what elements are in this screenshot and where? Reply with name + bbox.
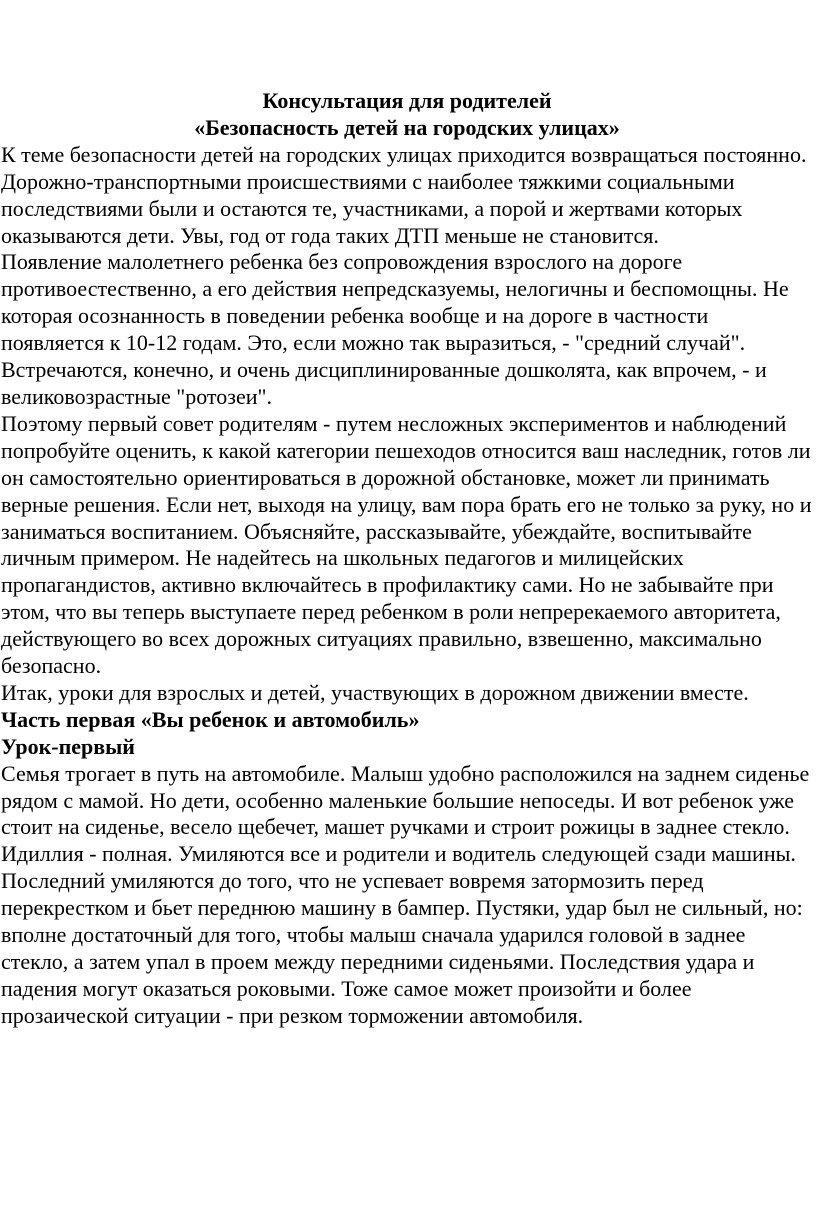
paragraph-advice: Поэтому первый совет родителям - путем несложных экспериментов и наблюдений попробуйте оценить, к какой категории пешеходов относится ваш наследник, готов ли он самостоятельно ориентироваться в дорожной обстановке, может ли принимать верные решения. Если нет, выходя на улицу, вам пора брать его не только за руку, но и заниматься воспитанием. Объясняйте, рассказывайте, убеждайте, воспитывайте личным примером. Не надейтесь на школьных педагогов и милицейских пропагандистов, активно включайтесь в профилактику сами. Но не забывайте при этом, что вы теперь выступаете перед ребенком в роли непререкаемого авторитета, действующего во всех дорожных ситуациях правильно, взвешенно, максимально безопасно. <box>1 410 812 679</box>
document-body <box>1 88 813 1030</box>
document-title-line-1: Консультация для родителей <box>262 88 552 113</box>
document-title-line-2: «Безопасность детей на городских улицах» <box>194 114 620 140</box>
paragraph-child-alone: Появление малолетнего ребенка без сопровождения взрослого на дороге противоестественно, а его действия непредсказуемы, нелогичны и беспомощны. Не которая осознанность в поведении ребенка вообще и на дороге в частности появляется к 10-12 годам. Это, если можно так выразиться, - "средний случай". Встречаются, конечно, и очень дисциплинированные дошколята, как впрочем, - и великовозрастные "ротозеи". <box>1 249 789 409</box>
lesson-heading: Урок-первый <box>1 733 135 759</box>
paragraph-lessons-intro: Итак, уроки для взрослых и детей, участвующих в дорожном движении вместе. <box>1 679 749 705</box>
part-heading: Часть первая «Вы ребенок и автомобиль» <box>1 706 420 732</box>
paragraph-lesson-one: Семья трогает в путь на автомобиле. Малыш удобно расположился на заднем сиденье рядом с мамой. Но дети, особенно маленькие большие непоседы. И вот ребенок уже стоит на сиденье, весело щебечет, машет ручками и строит рожицы в заднее стекло. Идиллия - полная. Умиляются все и родители и водитель следующей сзади машины. Последний умиляются до того, что не успевает вовремя затормозить перед перекрестком и бьет переднюю машину в бампер. Пустяки, удар был не сильный, но: вполне достаточный для того, чтобы малыш сначала ударился головой в заднее стекло, а затем упал в проем между передними сиденьями. Последствия удара и падения могут оказаться роковыми. Тоже самое может произойти и более прозаической ситуации - при резком торможении автомобиля. <box>1 760 810 1028</box>
paragraph-intro: К теме безопасности детей на городских улицах приходится возвращаться постоянно. Дорожно-транспортными происшествиями с наиболее тяжкими социальными последствиями были и остаются те, участниками, а порой и жертвами которых оказываются дети. Увы, год от года таких ДТП меньше не становится. <box>1 141 807 248</box>
